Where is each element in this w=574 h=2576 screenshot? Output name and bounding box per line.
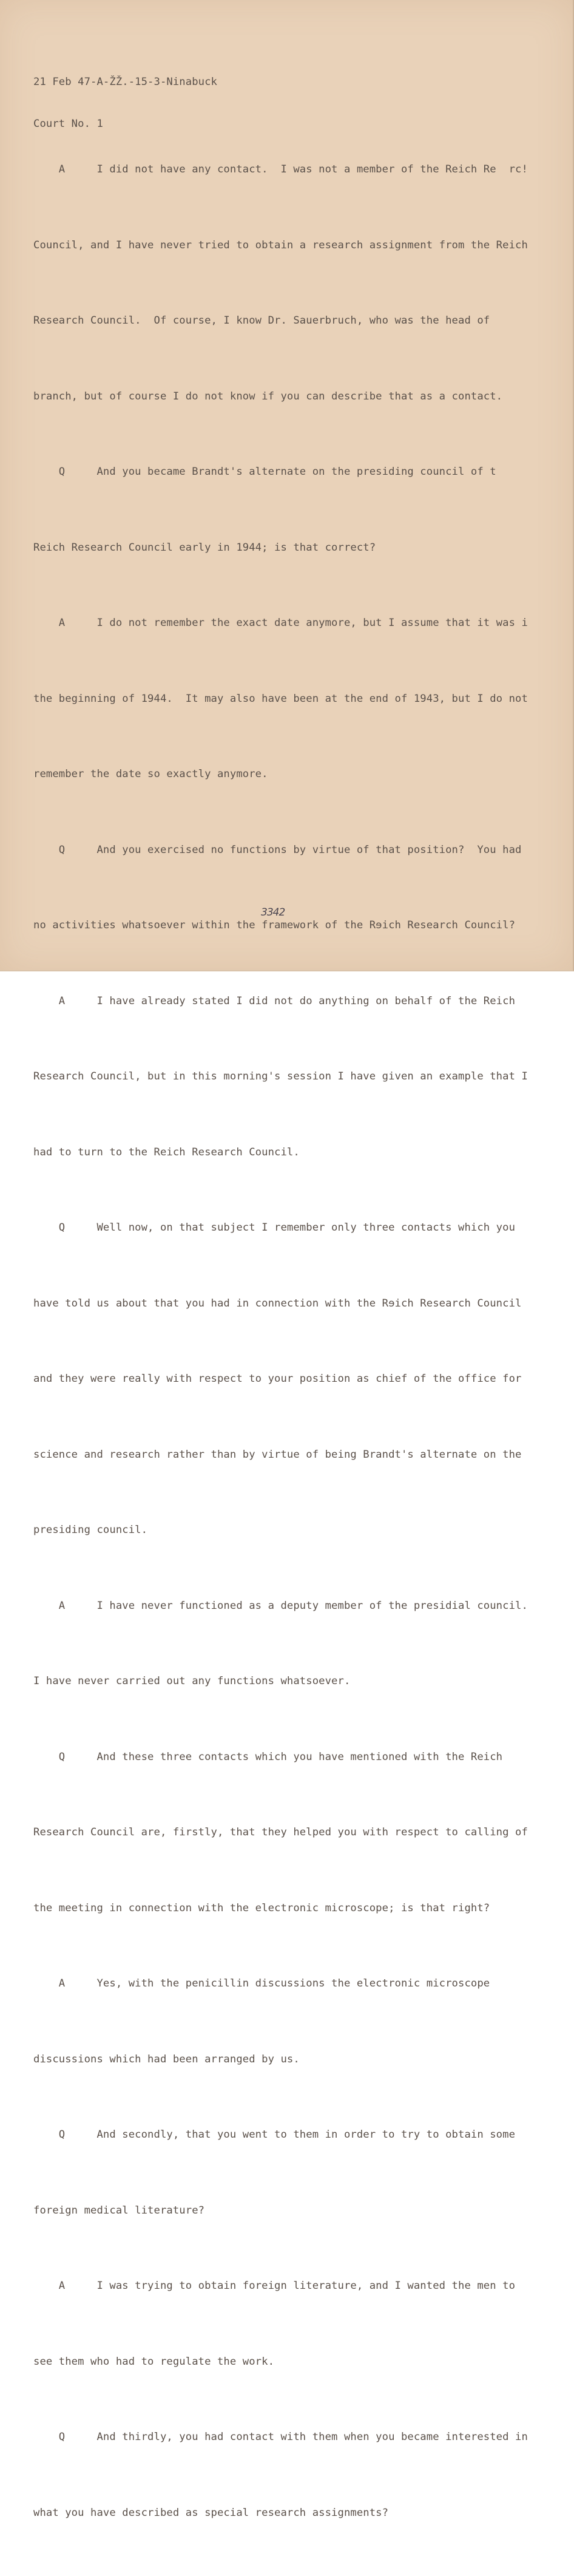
transcript-line: A I do not remember the exact date anymore, but I assume that it was i [33, 617, 528, 629]
transcript-line: discussions which had been arranged by us. [33, 2053, 300, 2065]
transcript-line: I have never carried out any functions whatsoever. [33, 1675, 351, 1687]
transcript-line: A I was trying to obtain foreign literature, and I wanted the men to [33, 2280, 516, 2292]
transcript-line: Research Council are, firstly, that they helped you with respect to calling of [33, 1826, 528, 1838]
transcript-line: A Yes, with the penicillin discussions the electronic microscope [33, 1977, 490, 1990]
transcript-line: and they were really with respect to your position as chief of the office for [33, 1373, 522, 1385]
transcript-line: Council, and I have never tried to obtain a research assignment from the Reich [33, 239, 528, 251]
transcript-line: A I have never functioned as a deputy member of the presidial council. [33, 1599, 528, 1612]
transcript-body [33, 107, 528, 2576]
transcript-line: the beginning of 1944. It may also have been at the end of 1943, but I do not [33, 692, 528, 705]
header-line-date-reference: 21 Feb 47-A-ŽŽ.-15-3-Ninabuck [33, 76, 217, 88]
transcript-line: what you have described as special research assignments? [33, 2506, 389, 2519]
transcript-line: Q And thirdly, you had contact with them when you became interested in [33, 2431, 528, 2443]
transcript-line: remember the date so exactly anymore. [33, 768, 268, 780]
transcript-line: foreign medical literature? [33, 2204, 205, 2217]
transcript-line: Research Council, but in this morning's session I have given an example that I [33, 1070, 528, 1082]
transcript-line: Research Council. Of course, I know Dr. Sauerbruch, who was the head of [33, 314, 490, 327]
transcript-line: A I did not have any contact. I was not a member of the Reich Re rc! [33, 163, 528, 175]
transcript-line: Q And you became Brandt's alternate on the presiding council of t [33, 466, 496, 478]
transcript-line: branch, but of course I do not know if you can describe that as a contact. [33, 390, 503, 403]
page-number: 3342 [261, 906, 285, 919]
transcript-line: Q And these three contacts which you have mentioned with the Reich [33, 1750, 503, 1763]
transcript-line: Reich Research Council early in 1944; is that correct? [33, 541, 376, 554]
transcript-line: no activities whatsoever within the framework of the Rɘich Research Council? [33, 919, 516, 931]
transcript-line: Q Well now, on that subject I remember only three contacts which you [33, 1222, 516, 1234]
header-line-court: Court No. 1 [33, 118, 103, 130]
transcript-line: Q And secondly, that you went to them in order to try to obtain some [33, 2129, 516, 2141]
transcript-line: have told us about that you had in connection with the Rɘich Research Council [33, 1297, 522, 1310]
transcript-line: presiding council. [33, 1524, 148, 1536]
transcript-line: had to turn to the Reich Research Council. [33, 1146, 300, 1158]
transcript-line: A I have already stated I did not do anything on behalf of the Reich [33, 994, 516, 1007]
transcript-line: science and research rather than by virtue of being Brandt's alternate on the [33, 1448, 522, 1461]
transcript-line: Q And you exercised no functions by virtue of that position? You had [33, 843, 522, 856]
transcript-line: the meeting in connection with the electronic microscope; is that right? [33, 1901, 490, 1914]
transcript-line: see them who had to regulate the work. [33, 2355, 275, 2368]
